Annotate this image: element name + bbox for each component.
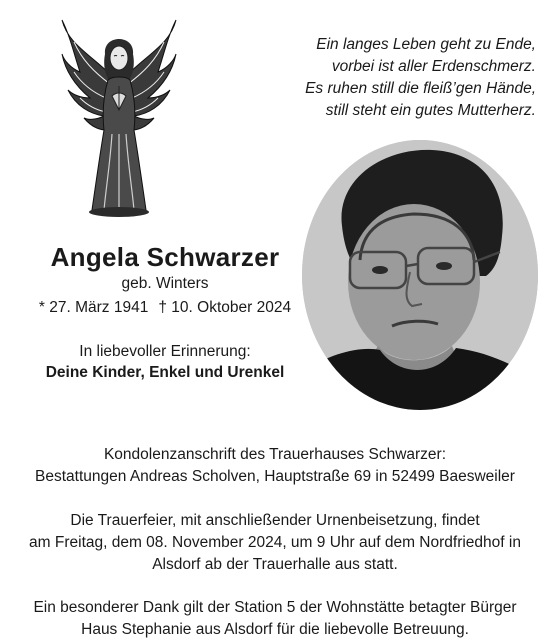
life-dates xyxy=(0,299,330,317)
poem-line-3: Es ruhen still die fleiß’gen Hände, xyxy=(305,80,536,97)
portrait-photo xyxy=(302,140,538,410)
condolence-line-1: Kondolenzanschrift des Trauerhauses Schwarzer: xyxy=(103,446,447,463)
thanks-line-2: Haus Stephanie aus Alsdorf für die liebevolle Betreuung. xyxy=(81,621,469,638)
birth-name: geb. Winters xyxy=(121,275,209,292)
condolence-address xyxy=(0,444,550,488)
poem-line-1: Ein langes Leben geht zu Ende, xyxy=(316,36,536,53)
poem xyxy=(206,34,536,122)
family-line: Deine Kinder, Enkel und Urenkel xyxy=(45,364,285,381)
thanks-note xyxy=(0,597,550,641)
funeral-line-1: Die Trauerfeier, mit anschließender Urnenbeisetzung, findet xyxy=(70,512,480,529)
angel-icon xyxy=(60,14,178,220)
poem-line-2: vorbei ist aller Erdenschmerz. xyxy=(331,58,536,75)
death-date: † 10. Oktober 2024 xyxy=(158,299,292,316)
deceased-name: Angela Schwarzer xyxy=(50,242,280,272)
funeral-info xyxy=(0,510,550,576)
condolence-line-2: Bestattungen Andreas Scholven, Hauptstraße 69 in 52499 Baesweiler xyxy=(35,468,515,485)
memory-line: In liebevoller Erinnerung: xyxy=(79,343,251,360)
birth-date: * 27. März 1941 xyxy=(38,299,149,316)
funeral-line-3: Alsdorf ab der Trauerhalle aus statt. xyxy=(152,556,398,573)
poem-line-4: still steht ein gutes Mutterherz. xyxy=(325,102,536,119)
funeral-line-2: am Freitag, dem 08. November 2024, um 9 Uhr auf dem Nordfriedhof in xyxy=(29,534,521,551)
thanks-line-1: Ein besonderer Dank gilt der Station 5 der Wohnstätte betagter Bürger xyxy=(33,599,517,616)
